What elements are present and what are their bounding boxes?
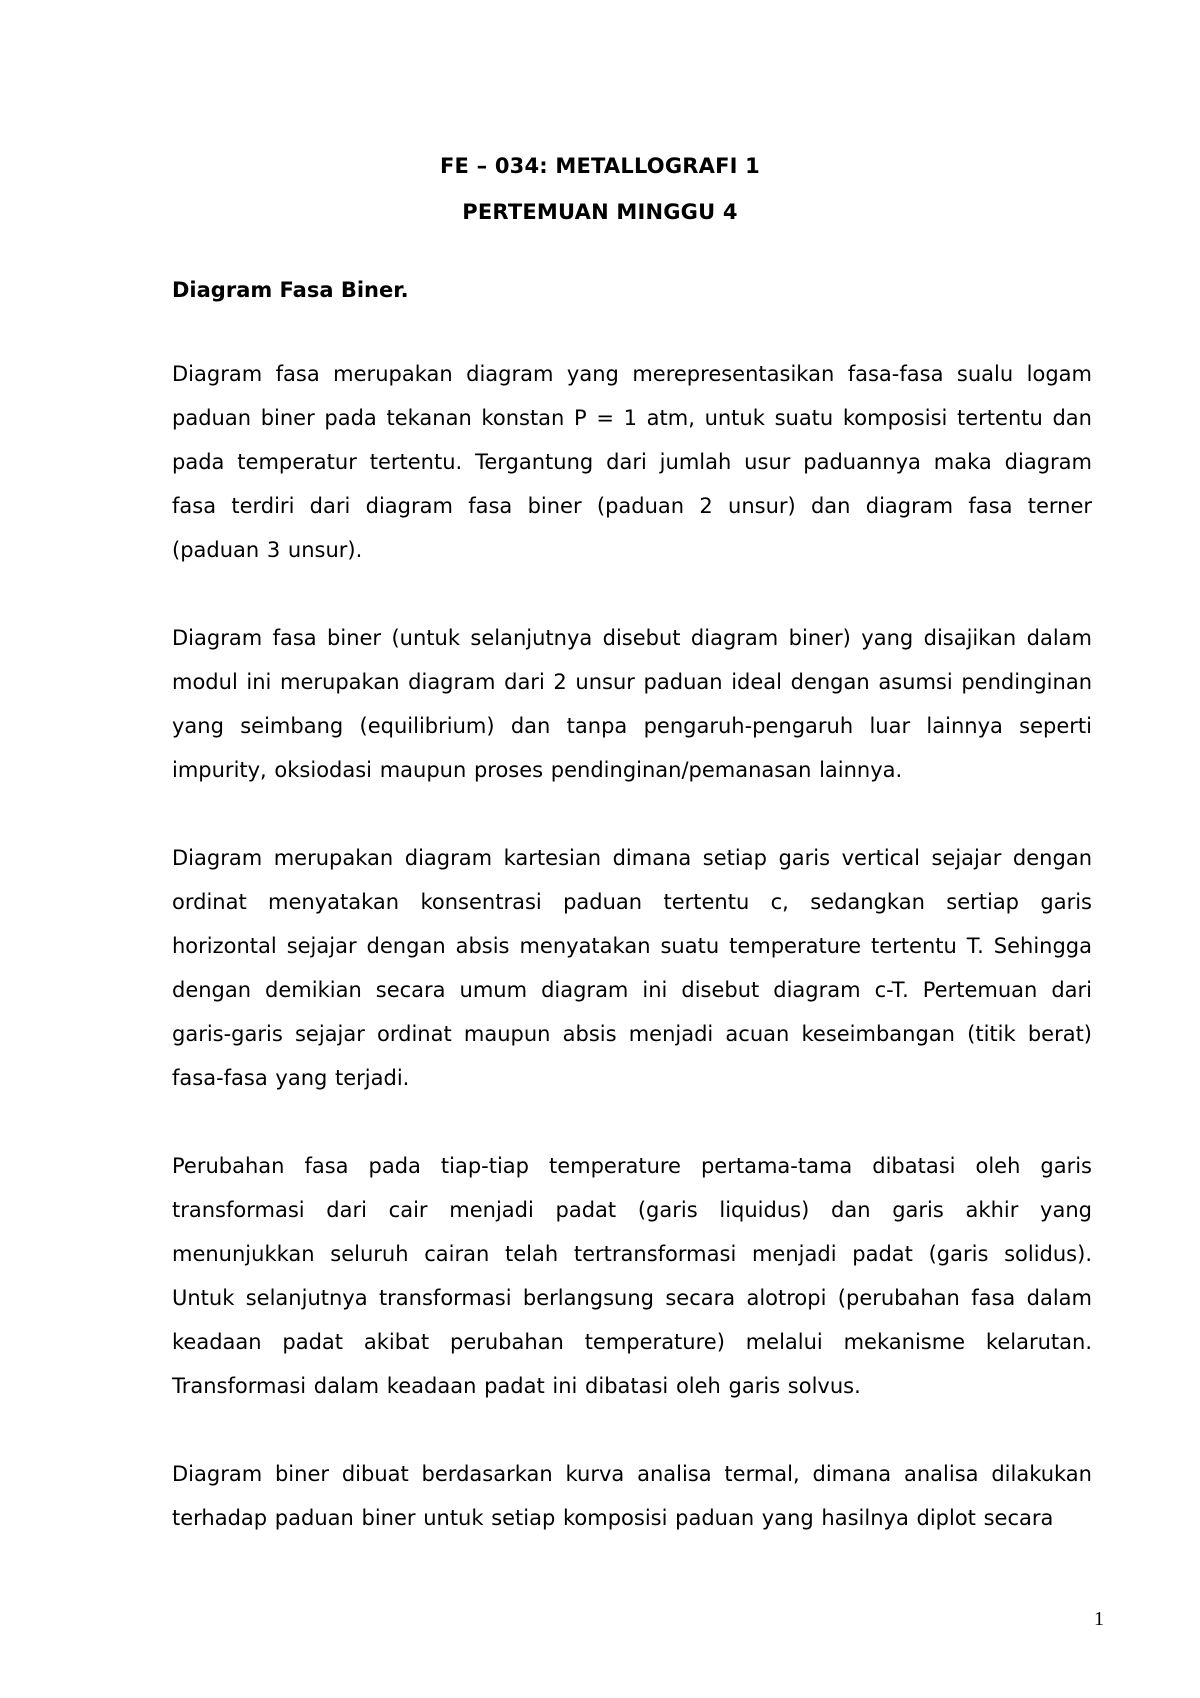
document-body [172, 270, 1092, 1584]
paragraph-5: Diagram biner dibuat berdasarkan kurva analisa termal, dimana analisa dilakukan terhadap paduan biner untuk setiap komposisi paduan yang hasilnya diplot secara [172, 1462, 1092, 1530]
paragraph-2: Diagram fasa biner (untuk selanjutnya disebut diagram biner) yang disajikan dalam modul ini merupakan diagram dari 2 unsur paduan ideal dengan asumsi pendinginan yang seimbang (equilibrium) dan tanpa pengaruh-pengaruh luar lainnya seperti impurity, oksiodasi maupun proses pendinginan/pemanasan lainnya. [172, 626, 1092, 782]
course-title: FE – 034: METALLOGRAFI 1 [440, 154, 760, 178]
paragraph-4: Perubahan fasa pada tiap-tiap temperature pertama-tama dibatasi oleh garis transformasi dari cair menjadi padat (garis liquidus) dan garis akhir yang menunjukkan seluruh cairan telah tertransformasi menjadi padat (garis solidus). Untuk selanjutnya transformasi berlangsung secara alotropi (perubahan fasa dalam keadaan padat akibat perubahan temperature) melalui mekanisme kelarutan. Transformasi dalam keadaan padat ini dibatasi oleh garis solvus. [172, 1154, 1092, 1398]
section-heading: Diagram Fasa Biner. [172, 278, 409, 302]
paragraph-1: Diagram fasa merupakan diagram yang merepresentasikan fasa-fasa sualu logam paduan biner pada tekanan konstan P = 1 atm, untuk suatu komposisi tertentu dan pada temperatur tertentu. Tergantung dari jumlah usur paduannya maka diagram fasa terdiri dari diagram fasa biner (paduan 2 unsur) dan diagram fasa terner (paduan 3 unsur). [172, 362, 1092, 562]
document-title-block [0, 143, 1200, 235]
meeting-title: PERTEMUAN MINGGU 4 [462, 200, 738, 224]
page-number: 1 [1094, 1608, 1104, 1630]
paragraph-3: Diagram merupakan diagram kartesian dimana setiap garis vertical sejajar dengan ordinat menyatakan konsentrasi paduan tertentu c, sedangkan sertiap garis horizontal sejajar dengan absis menyatakan suatu temperature tertentu T. Sehingga dengan demikian secara umum diagram ini disebut diagram c-T. Pertemuan dari garis-garis sejajar ordinat maupun absis menjadi acuan keseimbangan (titik berat) fasa-fasa yang terjadi. [172, 846, 1092, 1090]
